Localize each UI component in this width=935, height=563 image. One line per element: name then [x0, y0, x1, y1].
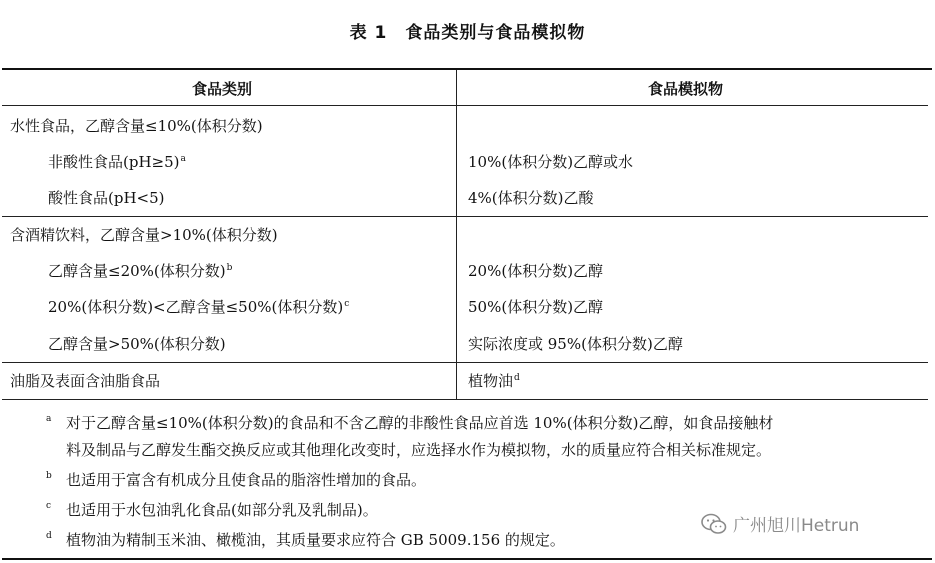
- row-ethanol-gt50: 乙醇含量>50%(体积分数): [48, 335, 226, 353]
- row-ethanol-20-50: 20%(体积分数)<乙醇含量≤50%(体积分数)$^c$: [48, 298, 350, 316]
- footnote-mark: d: [46, 531, 52, 541]
- group-aqueous-food: 水性食品，乙醇含量≤10%(体积分数): [10, 117, 263, 135]
- row-ethanol-gt50-simulant: 实际浓度或 95%(体积分数)乙醇: [468, 335, 683, 353]
- footnote-mark: c: [46, 501, 52, 511]
- group-alcoholic-beverage: 含酒精饮料，乙醇含量>10%(体积分数): [10, 226, 278, 244]
- row-acidic-simulant: 4%(体积分数)乙酸: [468, 189, 594, 207]
- group-divider: [2, 216, 928, 217]
- header-food-category: 食品类别: [192, 80, 253, 98]
- row-fatty-food-simulant: 植物油$^d$: [468, 372, 520, 390]
- header-divider: [2, 105, 928, 106]
- footnote-ref-b: b: [226, 263, 233, 273]
- row-non-acidic-food: 非酸性食品(pH≥5)$^a$: [48, 153, 186, 171]
- wechat-icon: [701, 513, 727, 535]
- footnote-ref-c: c: [344, 299, 350, 309]
- column-divider: [456, 70, 457, 399]
- row-ethanol-le20-simulant: 20%(体积分数)乙醇: [468, 262, 604, 280]
- row-acidic-food: 酸性食品(pH<5): [48, 189, 165, 207]
- header-food-simulant: 食品模拟物: [648, 80, 724, 98]
- footnote-ref-d: d: [514, 373, 520, 383]
- row-ethanol-le20: 乙醇含量≤20%(体积分数)$^b$: [48, 262, 233, 280]
- row-non-acidic-simulant: 10%(体积分数)乙醇或水: [468, 153, 634, 171]
- footnote-b: [46, 471, 916, 491]
- footnote-text: 也适用于水包油乳化食品(如部分乳及乳制品)。: [66, 501, 378, 519]
- footnote-mark: a: [46, 414, 52, 424]
- table-number: 表 1: [349, 23, 388, 43]
- notes-divider: [2, 399, 928, 400]
- footnote-text: 也适用于富含有机成分且使食品的脂溶性增加的食品。: [66, 471, 427, 489]
- food-simulant-table: [2, 68, 932, 560]
- table-title: [0, 18, 935, 43]
- footnote-text: 对于乙醇含量≤10%(体积分数)的食品和不含乙醇的非酸性食品应首选 10%(体积分数)乙醇，如食品接触材: [66, 414, 774, 432]
- row-ethanol-20-50-simulant: 50%(体积分数)乙醇: [468, 298, 604, 316]
- footnote-text: 料及制品与乙醇发生酯交换反应或其他理化改变时，应选择水作为模拟物，水的质量应符合相关标准规定。: [66, 441, 772, 459]
- footnote-ref-a: a: [180, 154, 186, 164]
- group-divider: [2, 362, 928, 363]
- group-fatty-food: 油脂及表面含油脂食品: [10, 372, 161, 390]
- footnote-text: 植物油为精制玉米油、橄榄油，其质量要求应符合 GB 5009.156 的规定。: [66, 531, 565, 549]
- watermark: [701, 511, 859, 536]
- footnote-mark: b: [46, 471, 52, 481]
- footnote-a: [46, 414, 916, 459]
- watermark-text: 广州旭川Hetrun: [733, 516, 860, 536]
- table-title-text: 食品类别与食品模拟物: [405, 23, 586, 43]
